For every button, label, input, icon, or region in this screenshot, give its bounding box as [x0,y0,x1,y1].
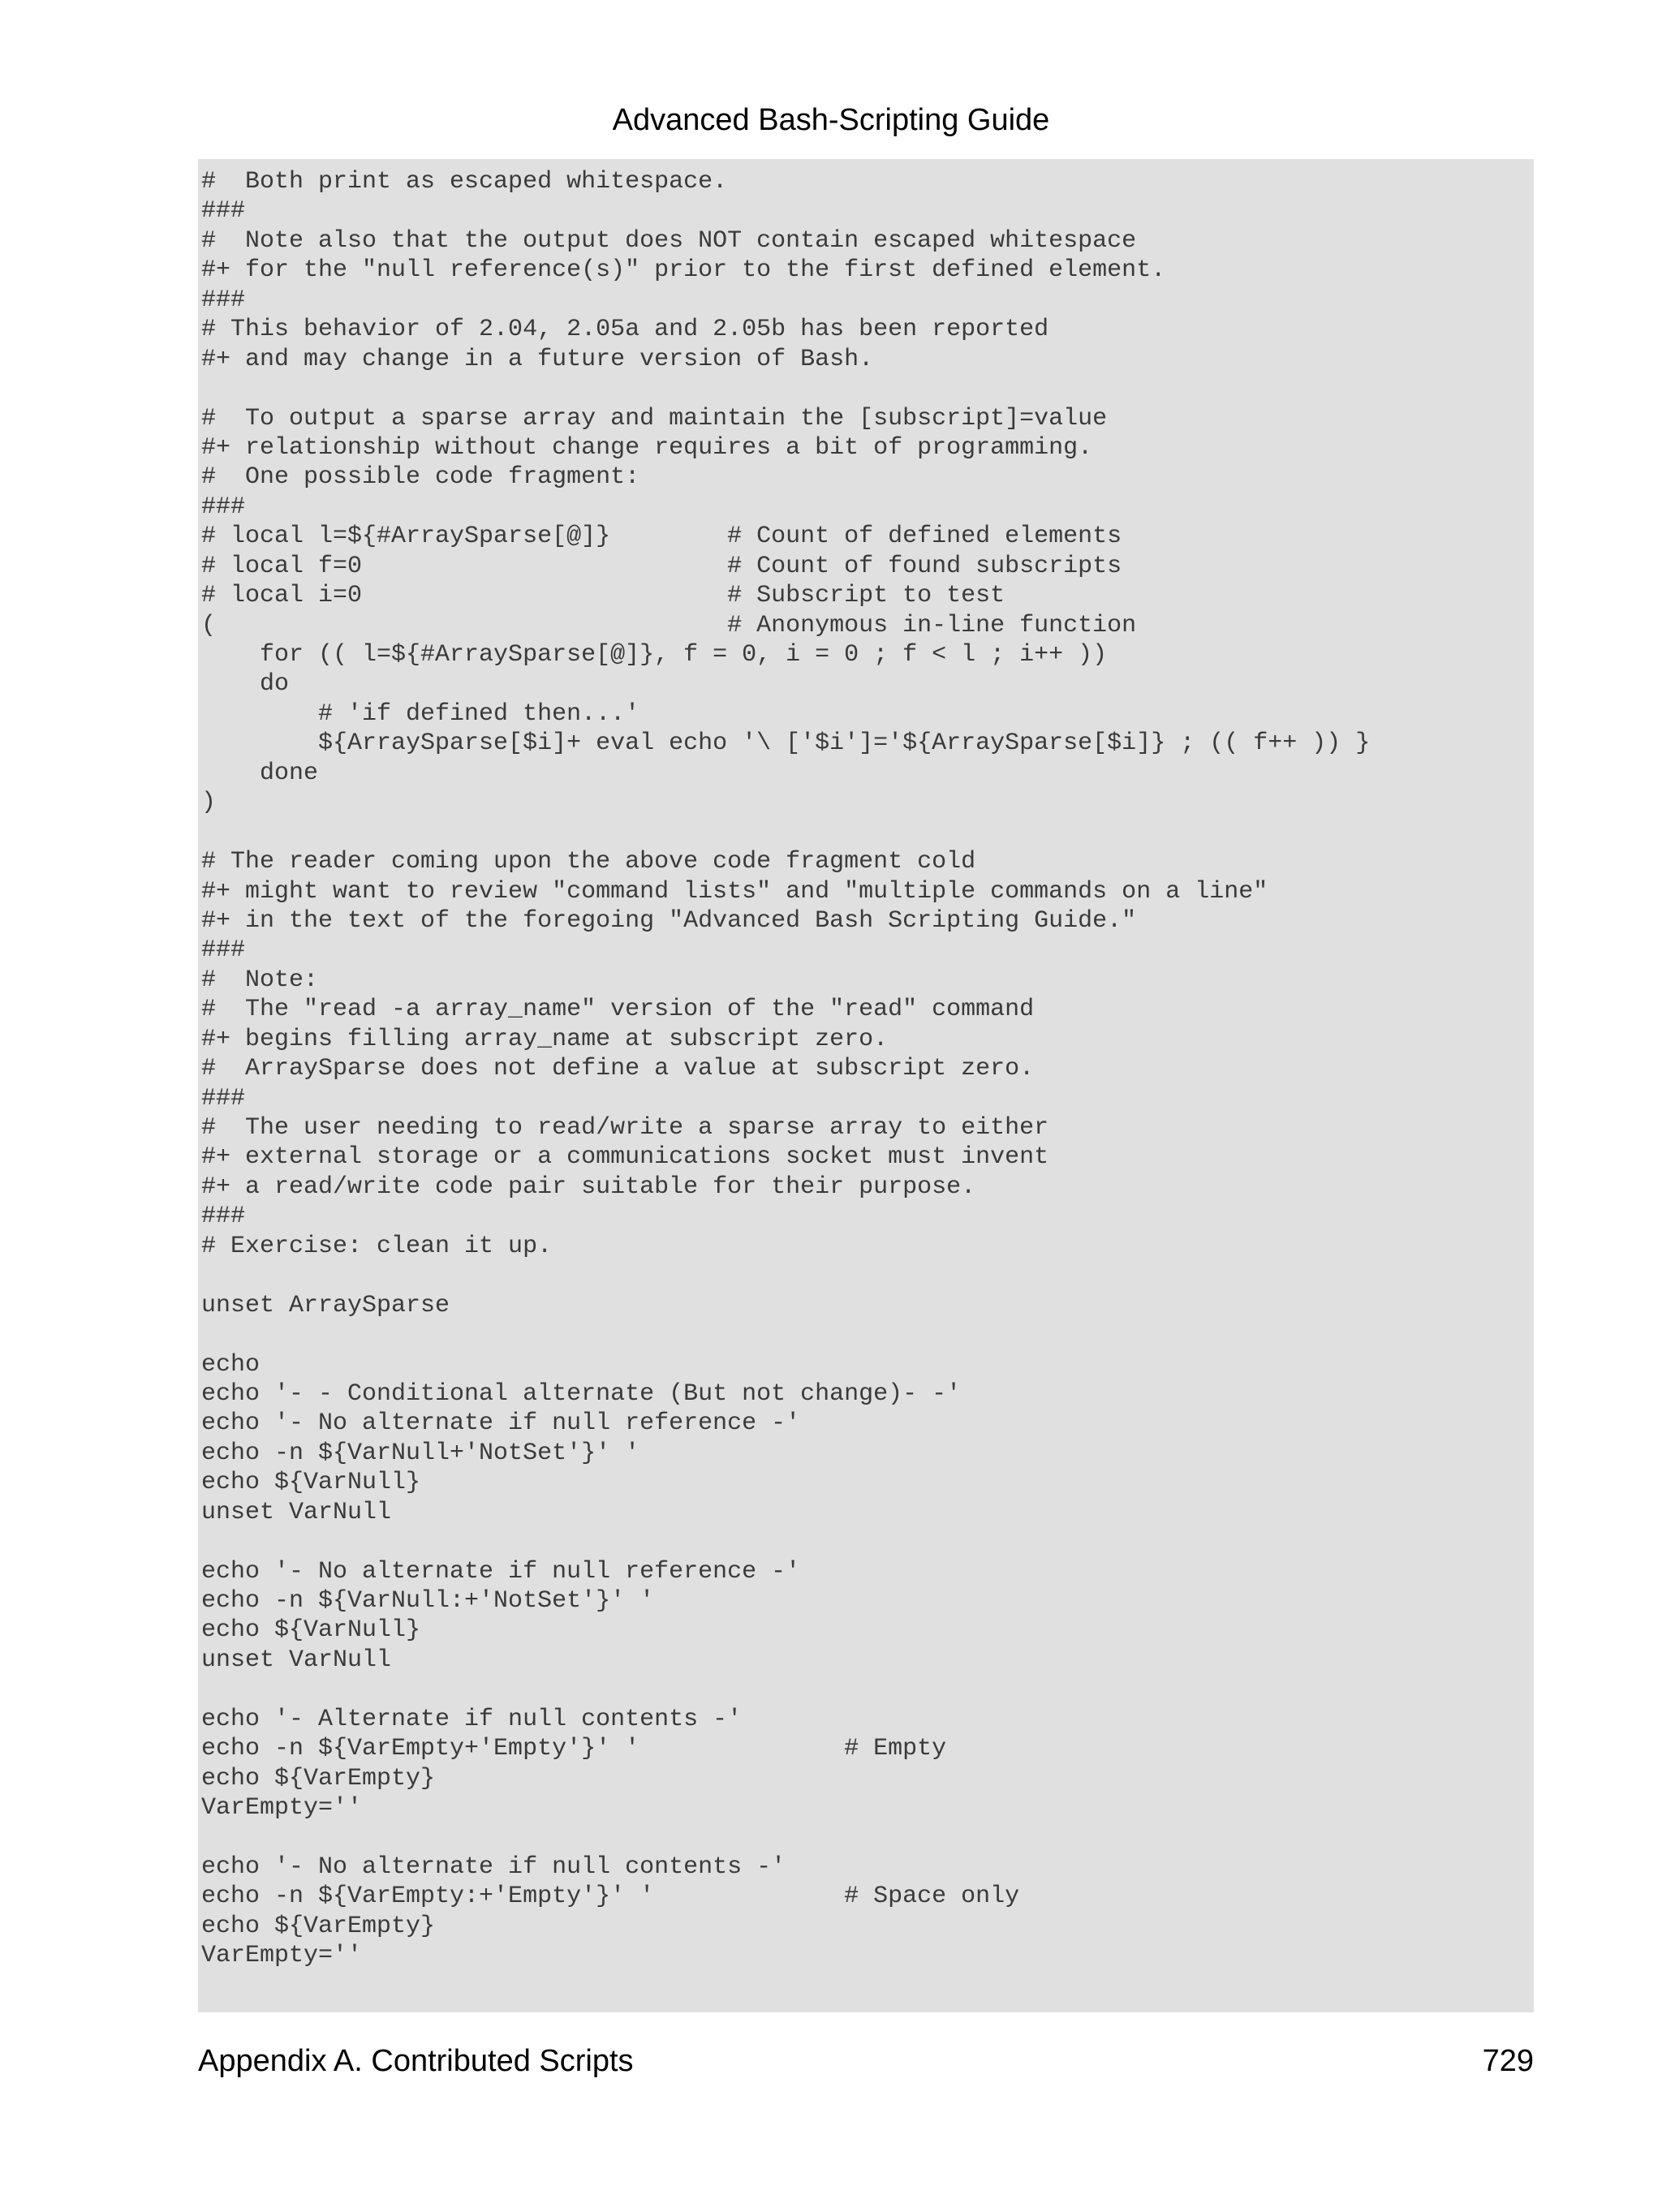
code-line: echo ${VarEmpty} [201,1912,436,1940]
code-line: #+ in the text of the foregoing "Advanced Bash Scripting Guide." [201,906,1137,935]
code-line [201,374,1534,403]
code-line: #+ external storage or a communications socket must invent [201,1143,1049,1172]
code-line: for (( l=${#ArraySparse[@]}, f = 0, i = 0 ; f < l ; i++ )) [201,641,1108,669]
code-line: echo '- Alternate if null contents -' [201,1705,743,1733]
code-line [201,818,1534,847]
code-line: # To output a sparse array and maintain the [subscript]=value [201,404,1108,433]
code-line: # The "read -a array_name" version of the "read" command [201,996,1035,1024]
code-line: ### [201,197,246,226]
code-line: #+ and may change in a future version of Bash. [201,345,874,373]
code-line: # Note also that the output does NOT contain escaped whitespace [201,226,1137,255]
code-line [201,1823,1534,1853]
code-line: echo -n ${VarEmpty:+'Empty'}' ' # Space only [201,1883,1020,1911]
code-line: ### [201,1203,246,1231]
code-line: unset VarNull [201,1646,392,1674]
code-line: unset VarNull [201,1498,392,1526]
code-line: ( # Anonymous in-line function [201,611,1137,639]
code-line: echo -n ${VarEmpty+'Empty'}' ' # Empty [201,1735,947,1763]
code-line: ### [201,936,246,965]
code-line: ### [201,1084,246,1112]
code-line: # Both print as escaped whitespace. [201,168,728,196]
code-line: # One possible code fragment: [201,463,640,492]
footer-page-number: 729 [1482,2044,1534,2078]
code-line: # ArraySparse does not define a value at subscript zero. [201,1055,1035,1083]
page-header-title: Advanced Bash-Scripting Guide [612,103,1050,137]
code-line: # local f=0 # Count of found subscripts [201,552,1122,580]
code-line: #+ might want to review "command lists" and "multiple commands on a line" [201,877,1268,906]
code-line: # local l=${#ArraySparse[@]} # Count of defined elements [201,523,1122,551]
code-line: ### [201,493,246,521]
code-line: echo [201,1350,260,1379]
code-line: do [201,670,290,699]
footer-section-title: Appendix A. Contributed Scripts [198,2044,634,2078]
code-line: echo -n ${VarNull+'NotSet'}' ' [201,1439,640,1467]
code-listing [198,159,1534,2012]
code-line [201,1527,1534,1556]
code-line: echo '- No alternate if null contents -' [201,1853,786,1881]
code-line: echo '- No alternate if null reference -' [201,1409,801,1438]
code-line [201,1675,1534,1704]
code-line: #+ a read/write code pair suitable for their purpose. [201,1173,976,1201]
code-line: echo ${VarEmpty} [201,1764,436,1792]
code-line: # This behavior of 2.04, 2.05a and 2.05b has been reported [201,316,1049,344]
code-line: # local i=0 # Subscript to test [201,582,1005,610]
code-line: ) [201,789,217,817]
code-line: done [201,759,319,787]
code-line [201,1320,1534,1349]
code-line: echo -n ${VarNull:+'NotSet'}' ' [201,1587,655,1615]
code-line: unset ArraySparse [201,1291,450,1319]
code-line: VarEmpty='' [201,1794,363,1823]
code-line: #+ begins filling array_name at subscript zero. [201,1025,889,1053]
code-line: ### [201,286,246,314]
code-line: echo '- - Conditional alternate (But not change)- -' [201,1379,962,1408]
code-line: echo ${VarNull} [201,1469,421,1497]
code-line: VarEmpty='' [201,1942,363,1970]
code-line: ${ArraySparse[$i]+ eval echo '\ ['$i']='${ArraySparse[$i]} ; (( f++ )) } [201,729,1371,758]
code-line: echo ${VarNull} [201,1616,421,1645]
code-line: # 'if defined then...' [201,699,640,728]
code-line: #+ for the "null reference(s)" prior to the first defined element. [201,256,1166,285]
code-line [201,1261,1534,1290]
code-line: # The user needing to read/write a sparse array to either [201,1114,1049,1142]
page-footer [198,2038,1534,2084]
code-line: # The reader coming upon the above code fragment cold [201,848,976,876]
code-line: # Exercise: clean it up. [201,1232,553,1260]
code-line: echo '- No alternate if null reference -' [201,1557,801,1586]
code-line: # Note: [201,966,319,994]
code-line: #+ relationship without change requires a bit of programming. [201,433,1093,462]
